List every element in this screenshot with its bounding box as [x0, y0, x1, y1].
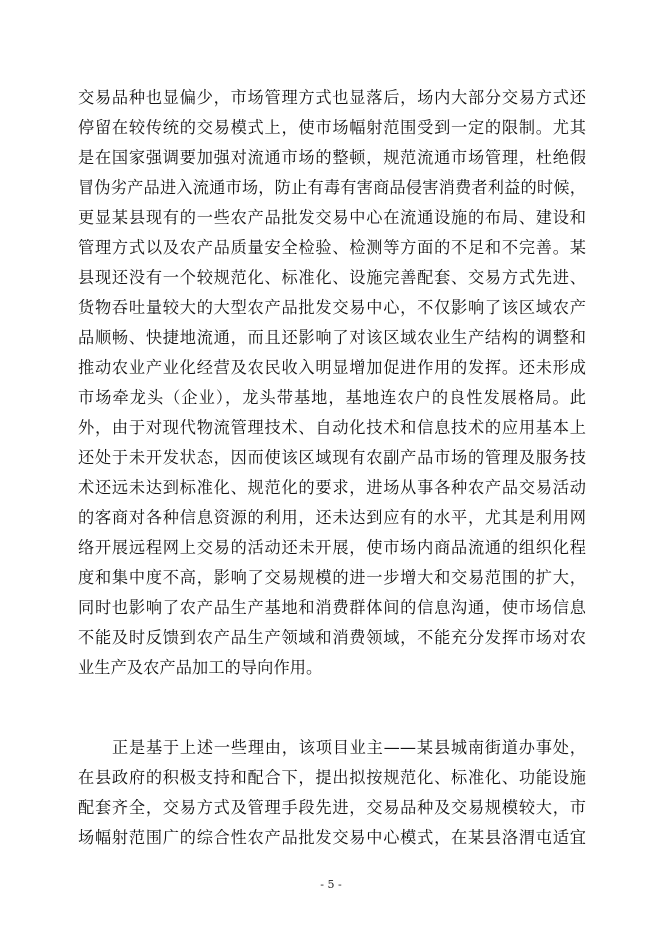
text-line: 度和集中度不高，影响了交易规模的进一步增大和交易范围的扩大， [78, 568, 586, 587]
text-line: 冒伪劣产品进入流通市场，防止有毒有害商品侵害消费者利益的时候， [78, 178, 586, 197]
text-line: 业生产及农产品加工的导向作用。 [78, 658, 323, 677]
text-line: 正是基于上述一些理由，该项目业主——某县城南街道办事处， [112, 738, 586, 757]
paragraph-2 [78, 733, 586, 853]
page-number: - 5 - [320, 878, 342, 891]
text-line: 品顺畅、快捷地流通，而且还影响了对该区域农业生产结构的调整和 [78, 328, 586, 347]
text-line: 术还远未达到标准化、规范化的要求，进场从事各种农产品交易活动 [78, 478, 586, 497]
text-line: 络开展远程网上交易的活动还未开展，使市场内商品流通的组织化程 [78, 538, 586, 557]
text-line: 市场牵龙头（企业），龙头带基地，基地连农户的良性发展格局。此 [78, 388, 586, 407]
paragraph-1 [78, 83, 586, 683]
text-line: 交易品种也显偏少，市场管理方式也显落后，场内大部分交易方式还 [78, 88, 586, 107]
text-line: 还处于未开发状态，因而使该区域现有农副产品市场的管理及服务技 [78, 448, 586, 467]
text-line: 停留在较传统的交易模式上，使市场幅射范围受到一定的限制。尤其 [78, 118, 586, 137]
text-line: 的客商对各种信息资源的利用，还未达到应有的水平，尤其是利用网 [78, 508, 586, 527]
text-line: 场幅射范围广的综合性农产品批发交易中心模式，在某县洛渭屯适宜 [78, 828, 586, 847]
text-line: 更显某县现有的一些农产品批发交易中心在流通设施的布局、建设和 [78, 208, 586, 227]
text-line: 管理方式以及农产品质量安全检验、检测等方面的不足和不完善。某 [78, 238, 586, 257]
text-line: 在县政府的积极支持和配合下，提出拟按规范化、标准化、功能设施 [78, 768, 586, 787]
text-line: 配套齐全，交易方式及管理手段先进，交易品种及交易规模较大，市 [78, 798, 586, 817]
text-line: 县现还没有一个较规范化、标准化、设施完善配套、交易方式先进、 [78, 268, 586, 287]
text-line: 货物吞吐量较大的大型农产品批发交易中心，不仅影响了该区域农产 [78, 298, 586, 317]
text-line: 外，由于对现代物流管理技术、自动化技术和信息技术的应用基本上 [78, 418, 586, 437]
text-line: 是在国家强调要加强对流通市场的整顿，规范流通市场管理，杜绝假 [78, 148, 586, 167]
text-line: 推动农业产业化经营及农民收入明显增加促进作用的发挥。还未形成 [78, 358, 586, 377]
text-line: 不能及时反馈到农产品生产领域和消费领域，不能充分发挥市场对农 [78, 628, 586, 647]
text-line: 同时也影响了农产品生产基地和消费群体间的信息沟通，使市场信息 [78, 598, 586, 617]
